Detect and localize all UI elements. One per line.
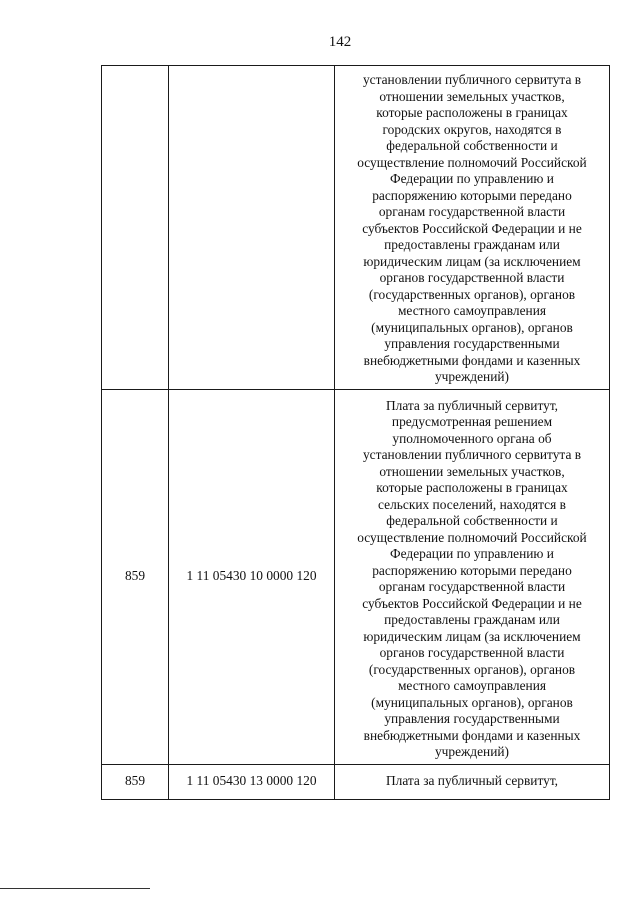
- description-line: Федерации по управлению и: [390, 171, 554, 186]
- description-line: осуществление полномочий Российской: [357, 529, 587, 545]
- description-line: федеральной собственности и: [386, 513, 558, 528]
- budget-codes-table: [101, 65, 610, 800]
- page-number: 142: [328, 34, 352, 50]
- description-line: управления государственными: [384, 336, 560, 351]
- description-line: (муниципальных органов), органов: [371, 694, 573, 710]
- administrator-code-cell: 859: [102, 389, 169, 764]
- budget-classification-code-cell: 1 11 05430 13 0000 120: [169, 764, 335, 799]
- footer-rule: [0, 888, 150, 889]
- description-line: уполномоченного органа об: [392, 430, 552, 446]
- description-line: отношении земельных участков,: [379, 88, 565, 104]
- description-line: органов государственной власти: [379, 270, 565, 285]
- administrator-code-cell: [102, 66, 169, 390]
- description-line: федеральной собственности и: [386, 138, 558, 153]
- budget-classification-code-cell: 1 11 05430 10 0000 120: [169, 389, 335, 764]
- description-line: которые расположены в границах: [376, 105, 568, 120]
- description-line: органов государственной власти: [379, 645, 565, 660]
- table-row: [102, 66, 610, 390]
- description-line: установлении публичного сервитута в: [362, 72, 582, 87]
- description-line: распоряжению которыми передано: [372, 187, 572, 203]
- description-line: (государственных органов), органов: [368, 661, 576, 677]
- description-line: установлении публичного сервитута в: [362, 447, 582, 462]
- description-line: внебюджетными фондами и казенных: [363, 727, 581, 743]
- administrator-code-cell: 859: [102, 764, 169, 799]
- description-line: предоставлены гражданам или: [384, 612, 560, 627]
- description-line: учреждений): [434, 369, 510, 384]
- budget-classification-code-cell: [169, 66, 335, 390]
- description-line: Плата за публичный сервитут,: [385, 773, 559, 789]
- table-row: [102, 764, 610, 799]
- description-line: внебюджетными фондами и казенных: [363, 352, 581, 368]
- description-line: субъектов Российской Федерации и не: [362, 220, 582, 236]
- description-line: распоряжению которыми передано: [372, 562, 572, 578]
- description-line: сельских поселений, находятся в: [378, 496, 566, 512]
- description-line: (муниципальных органов), органов: [371, 319, 573, 335]
- description-line: юридическим лицам (за исключением: [363, 628, 581, 644]
- description-line: предусмотренная решением: [391, 414, 553, 429]
- description-line: Плата за публичный сервитут,: [385, 397, 559, 413]
- description-line: осуществление полномочий Российской: [357, 154, 587, 170]
- description-line: органам государственной власти: [378, 204, 566, 219]
- revenue-description-cell: [335, 66, 610, 390]
- description-line: городских округов, находятся в: [382, 121, 562, 137]
- description-line: которые расположены в границах: [376, 480, 568, 495]
- description-line: учреждений): [434, 744, 510, 759]
- description-line: местного самоуправления: [397, 678, 547, 693]
- revenue-description-cell: [335, 389, 610, 764]
- description-line: предоставлены гражданам или: [384, 237, 560, 252]
- description-line: (государственных органов), органов: [368, 286, 576, 302]
- description-line: управления государственными: [384, 711, 560, 726]
- description-line: юридическим лицам (за исключением: [363, 253, 581, 269]
- table-row: [102, 389, 610, 764]
- revenue-description-cell: [335, 764, 610, 799]
- description-line: субъектов Российской Федерации и не: [362, 595, 582, 611]
- description-line: местного самоуправления: [397, 303, 547, 318]
- description-line: отношении земельных участков,: [379, 463, 565, 479]
- description-line: органам государственной власти: [378, 579, 566, 594]
- description-line: Федерации по управлению и: [390, 546, 554, 561]
